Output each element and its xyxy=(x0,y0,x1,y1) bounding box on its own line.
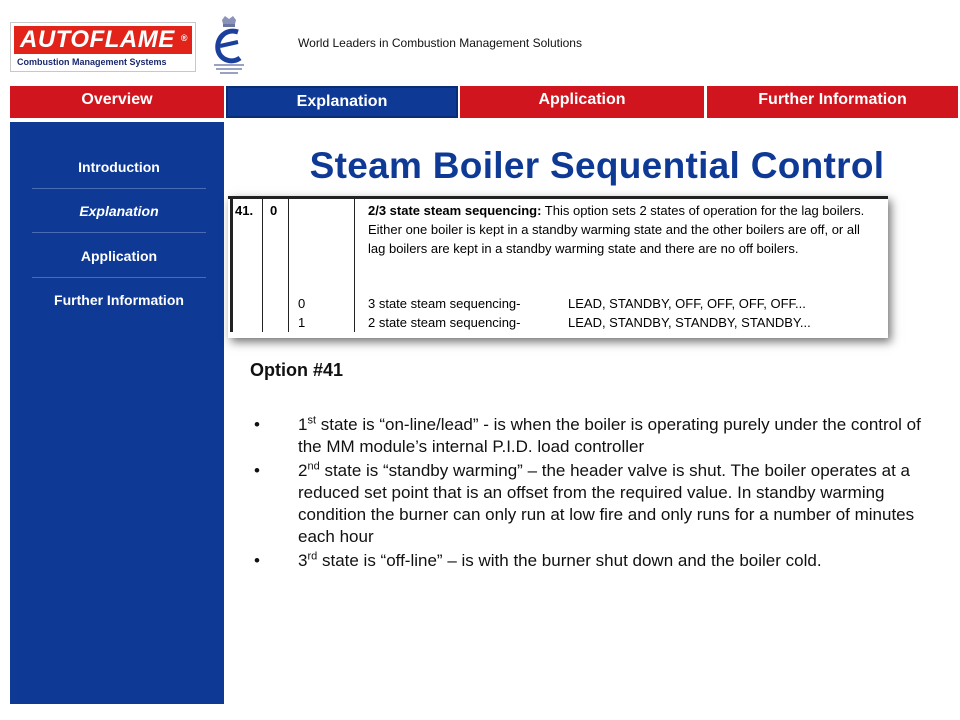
tab-overview[interactable]: Overview xyxy=(10,86,224,118)
option-heading-title: Option #41 xyxy=(250,360,344,380)
option-value: 0 xyxy=(298,296,306,311)
sidebar-item-introduction[interactable]: Introduction xyxy=(78,159,160,175)
queens-award-emblem xyxy=(208,14,250,76)
table-rule xyxy=(354,196,355,332)
bullet-marker: • xyxy=(254,551,260,570)
table-rule xyxy=(288,196,289,332)
sidebar-divider xyxy=(32,232,206,233)
state-number: 2 xyxy=(298,461,308,480)
company-tagline: World Leaders in Combustion Management Solutions xyxy=(298,36,582,50)
list-item xyxy=(252,414,942,458)
tab-further-information[interactable]: Further Information xyxy=(707,86,958,118)
logo-subtitle: Combustion Management Systems xyxy=(17,57,167,67)
tab-application[interactable]: Application xyxy=(460,86,704,118)
state-description: state is “on-line/lead” - is when the boiler is operating purely under the control of the MM module’s internal P.I.D. load controller xyxy=(298,415,921,456)
option-value-label: 3 state steam sequencing- xyxy=(368,296,521,311)
option-heading: 2/3 state steam sequencing: xyxy=(368,203,542,218)
logo-wordmark xyxy=(14,26,192,54)
state-description: state is “standby warming” – the header valve is shut. The boiler operates at a reduced set point that is an offset from the required value. In standby warming condition the burner can only run at low fire and only runs for a number of minutes each hour xyxy=(298,461,915,546)
list-item xyxy=(252,550,942,572)
sidebar-item-further-information[interactable]: Further Information xyxy=(54,292,184,308)
table-rule xyxy=(262,196,263,332)
sidebar-divider xyxy=(32,188,206,189)
state-number: 1 xyxy=(298,415,308,434)
logo-text: AUTOFLAME xyxy=(20,26,175,53)
option-default: 0 xyxy=(270,203,278,218)
ordinal-suffix: st xyxy=(307,414,317,427)
tab-explanation[interactable]: Explanation xyxy=(226,86,458,118)
state-description: state is “off-line” – is with the burner shut down and the boiler cold. xyxy=(317,551,822,570)
option-value-sequence: LEAD, STANDBY, STANDBY, STANDBY... xyxy=(568,315,811,330)
sidebar-item-explanation[interactable]: Explanation xyxy=(79,203,159,219)
sidebar xyxy=(10,122,224,704)
logo-registered-mark: ® xyxy=(180,33,188,43)
manual-excerpt-image xyxy=(228,196,888,338)
sidebar-divider xyxy=(32,277,206,278)
table-rule xyxy=(230,196,233,332)
option-value: 1 xyxy=(298,315,306,330)
ordinal-suffix: nd xyxy=(307,460,320,473)
bullet-marker: • xyxy=(254,461,260,480)
option-heading-text: This option sets 2 states of operation for the lag boilers. Either one boiler is kept in a standby warming state and the other boilers are off, or all lag boilers are kept in a standby warming state and there are no off boilers. xyxy=(368,203,865,256)
option-description xyxy=(368,201,878,258)
option-value-label: 2 state steam sequencing- xyxy=(368,315,521,330)
state-list xyxy=(252,414,942,574)
list-item xyxy=(252,460,942,548)
state-number: 3 xyxy=(298,551,308,570)
bullet-marker: • xyxy=(254,415,260,434)
ordinal-suffix: rd xyxy=(307,550,318,563)
option-number: 41. xyxy=(235,203,254,218)
option-value-sequence: LEAD, STANDBY, OFF, OFF, OFF, OFF... xyxy=(568,296,806,311)
sidebar-item-application[interactable]: Application xyxy=(80,248,158,264)
autoflame-logo xyxy=(10,22,196,72)
page-title: Steam Boiler Sequential Control xyxy=(309,145,885,186)
table-top-rule xyxy=(228,196,888,199)
